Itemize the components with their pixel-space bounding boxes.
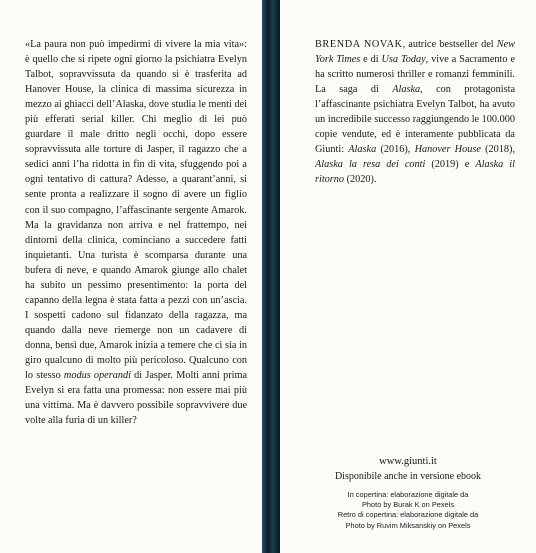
bio-text: e di (360, 54, 382, 66)
credit-line: Photo by Ruvim Miksanskiy on Pexels (345, 520, 471, 530)
book-year-2: (2018), (480, 144, 516, 156)
author-bio (315, 37, 515, 187)
bio-text: , autrice bestseller del (402, 39, 497, 50)
book-year-1: (2016), (376, 144, 415, 156)
synopsis-part-2: di Jasper. Molti anni prima Evelyn si era fatta una promessa: non essere mai più una vittima. Ma è davvero possibile sopravvivere due volte alla furia di un killer? (25, 370, 247, 427)
book-title-4: Alaska il ritorno (315, 159, 515, 186)
bio-nyt: New York Times (315, 39, 515, 66)
synopsis-part-1: «La paura non può impedirmi di vivere la mia vita»: è quello che si ripete ogni giorno la psichiatra Evelyn Talbot, sopravvissuta da quando si è trasferita ad Hanover House, la clinica di massima sicurezza in mezzo ai ghiacci dell’Alaska, dove studia le menti dei più efferati serial killer. Chi meglio di lei può guardare il male dritto negli occhi, dopo essere sopravvissuta alle torture di Jasper, il ragazzo che a sedici anni l’ha ridotta in fin di vita, sfuggendo poi a ogni tentativo di cattura? Adesso, a quarant’anni, si sente pronta a realizzare il sogno di avere un figlio con il suo compagno, l’affascinante sergente Amarok. Ma la gravidanza non arriva e nel frattempo, nei dintorni della clinica, cominciano a succedere fatti inquietanti. Una turista è scomparsa durante una bufera di neve, e quando Amarok giunge allo chalet ha subito un pessimo presentimento: la porta del capanno della legna è stata fatta a pezzi con un’ascia. I sospetti cadono sul fidanzato della ragazza, ma quando dalla neve riemerge non un cadavere di donna, bensì due, Amarok inizia a temere che ci sia in giro qualcuno di molto più pericoloso. Qualcuno con lo stesso (25, 39, 247, 382)
bio-text: , con protagonista l’affascinante psichiatra Evelyn Talbot, ha avuto un incredibile successo raggiungendo le 100.000 copie vendute, ed è interamente pubblicata da Giunti: (315, 84, 515, 156)
book-year-4: (2020). (344, 174, 377, 186)
bio-text: , vive a Sacramento e ha scritto numerosi thriller e romanzi femminili. La saga di (315, 54, 515, 96)
cover-art-strip (262, 0, 280, 553)
bio-usa: Usa Today (381, 54, 426, 66)
ebook-note: Disponibile anche in versione ebook (334, 471, 482, 482)
credit-line: Photo by Burak K on Pexels (361, 500, 455, 510)
book-title-2: Hanover House (414, 144, 481, 156)
credit-line: In copertina: elaborazione digitale da (347, 490, 469, 499)
book-title-3: Alaska la resa dei conti (315, 159, 426, 171)
synopsis-text (25, 37, 247, 428)
cover-credits (280, 490, 536, 531)
author-name: BRENDA NOVAK (315, 39, 403, 50)
book-year-3: (2019) e (425, 159, 476, 171)
synopsis-italic: modus operandi (63, 370, 131, 382)
publisher-website: www.giunti.it (379, 456, 437, 467)
bio-saga-title: Alaska (392, 84, 421, 96)
book-title-1: Alaska (348, 144, 377, 156)
credit-line: Retro di copertina: elaborazione digitale da (337, 510, 479, 520)
